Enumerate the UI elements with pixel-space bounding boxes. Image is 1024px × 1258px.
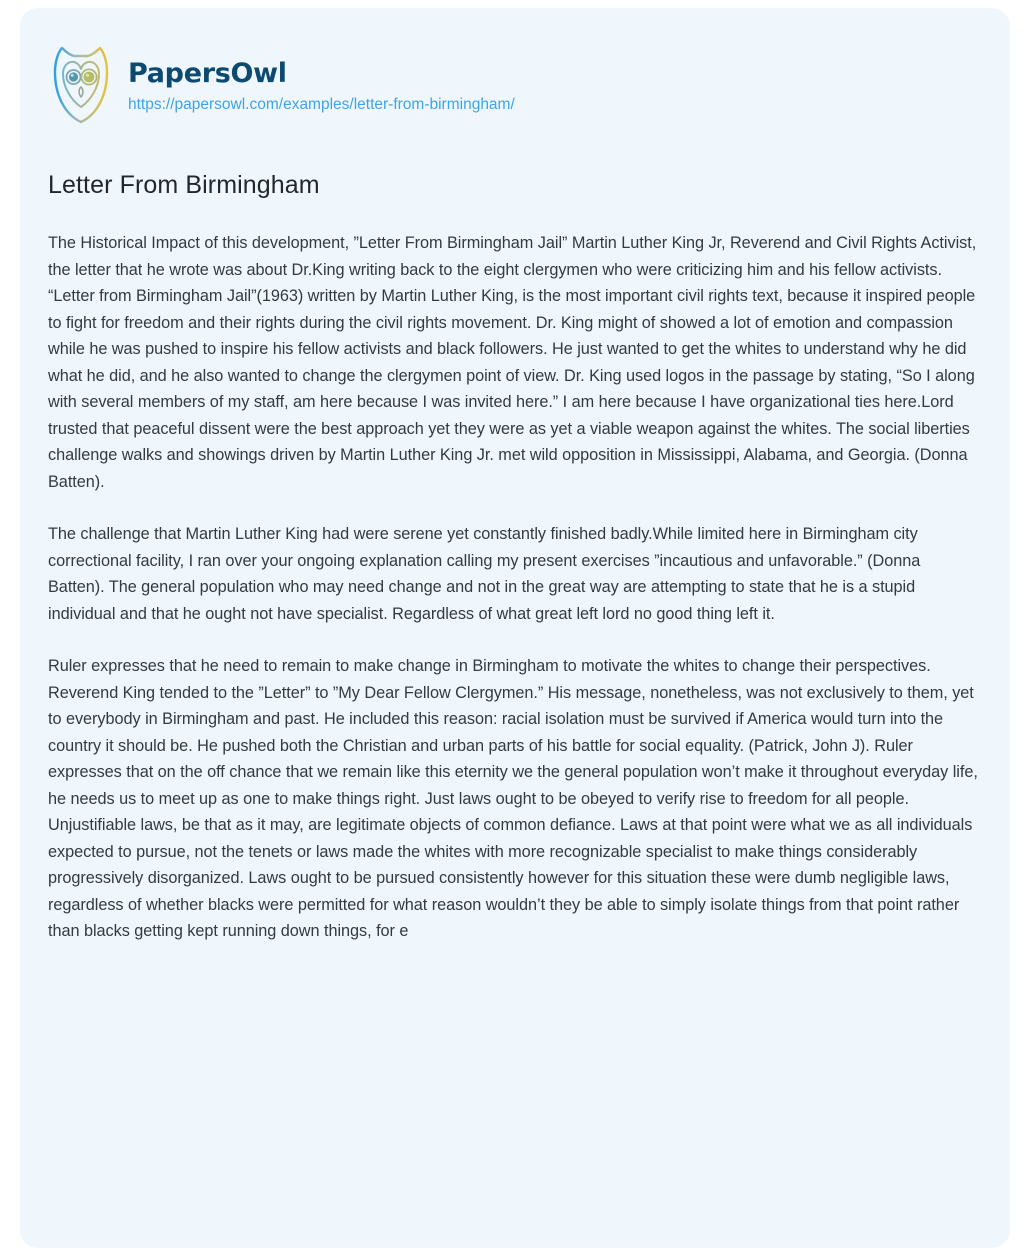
brand-name: PapersOwl bbox=[128, 57, 287, 89]
owl-icon bbox=[48, 42, 114, 126]
brand-text-group bbox=[128, 54, 515, 115]
site-header bbox=[20, 8, 1010, 126]
essay-card bbox=[20, 8, 1010, 1248]
article-paragraph: The Historical Impact of this development, ”Letter From Birmingham Jail” Martin Luther King Jr, Reverend and Civil Rights Activist, the letter that he wrote was about Dr.King writing back to the eight clergymen who were criticizing him and his fellow activists. “Letter from Birmingham Jail”(1963) written by Martin Luther King, is the most important civil rights text, because it inspired people to fight for freedom and their rights during the civil rights movement. Dr. King might of showed a lot of emotion and compassion while he was pushed to inspire his fellow activists and black followers. He just wanted to get the whites to understand why he did what he did, and he also wanted to change the clergymen point of view. Dr. King used logos in the passage by stating, “So I along with several members of my staff, am here because I was invited here.” I am here because I have organizational ties here.Lord trusted that peaceful dissent were the best approach yet they were as yet a viable weapon against the whites. The social liberties challenge walks and showings driven by Martin Luther King Jr. met wild opposition in Mississippi, Alabama, and Georgia. (Donna Batten). bbox=[48, 234, 977, 491]
page-title: Letter From Birmingham bbox=[48, 171, 320, 199]
article bbox=[20, 171, 1010, 945]
source-url-link[interactable]: https://papersowl.com/examples/letter-from-birmingham/ bbox=[128, 95, 515, 113]
article-body bbox=[48, 230, 980, 945]
article-paragraph: The challenge that Martin Luther King had were serene yet constantly finished badly.While limited here in Birmingham city correctional facility, I ran over your ongoing explanation calling my present exercises ”incautious and unfavorable.” (Donna Batten). The general population who may need change and not in the great way are attempting to state that he is a stupid individual and that he ought not have specialist. Regardless of what great left lord no good thing left it. bbox=[48, 525, 921, 623]
article-paragraph: Ruler expresses that he need to remain to make change in Birmingham to motivate the whites to change their perspectives. Reverend King tended to the ”Letter” to ”My Dear Fellow Clergymen.” His message, nonetheless, was not exclusively to them, yet to everybody in Birmingham and past. He included this reason: racial isolation must be survived if America would turn into the country it should be. He pushed both the Christian and urban parts of his battle for social equality. (Patrick, John J). Ruler expresses that on the off chance that we remain like this eternity we the general population won’t make it throughout everyday life, he needs us to meet up as one to make things right. Just laws ought to be obeyed to verify rise to freedom for all people. Unjustifiable laws, be that as it may, are legitimate objects of common defiance. Laws at that point were what we as all individuals expected to pursue, not the tenets or laws made the whites with more recognizable specialist to make things considerably progressively disorganized. Laws ought to be pursued consistently however for this situation these were dumb negligible laws, regardless of whether blacks were permitted for what reason wouldn’t they be able to simply isolate things from that point rather than blacks getting kept running down things, for e bbox=[48, 657, 978, 940]
